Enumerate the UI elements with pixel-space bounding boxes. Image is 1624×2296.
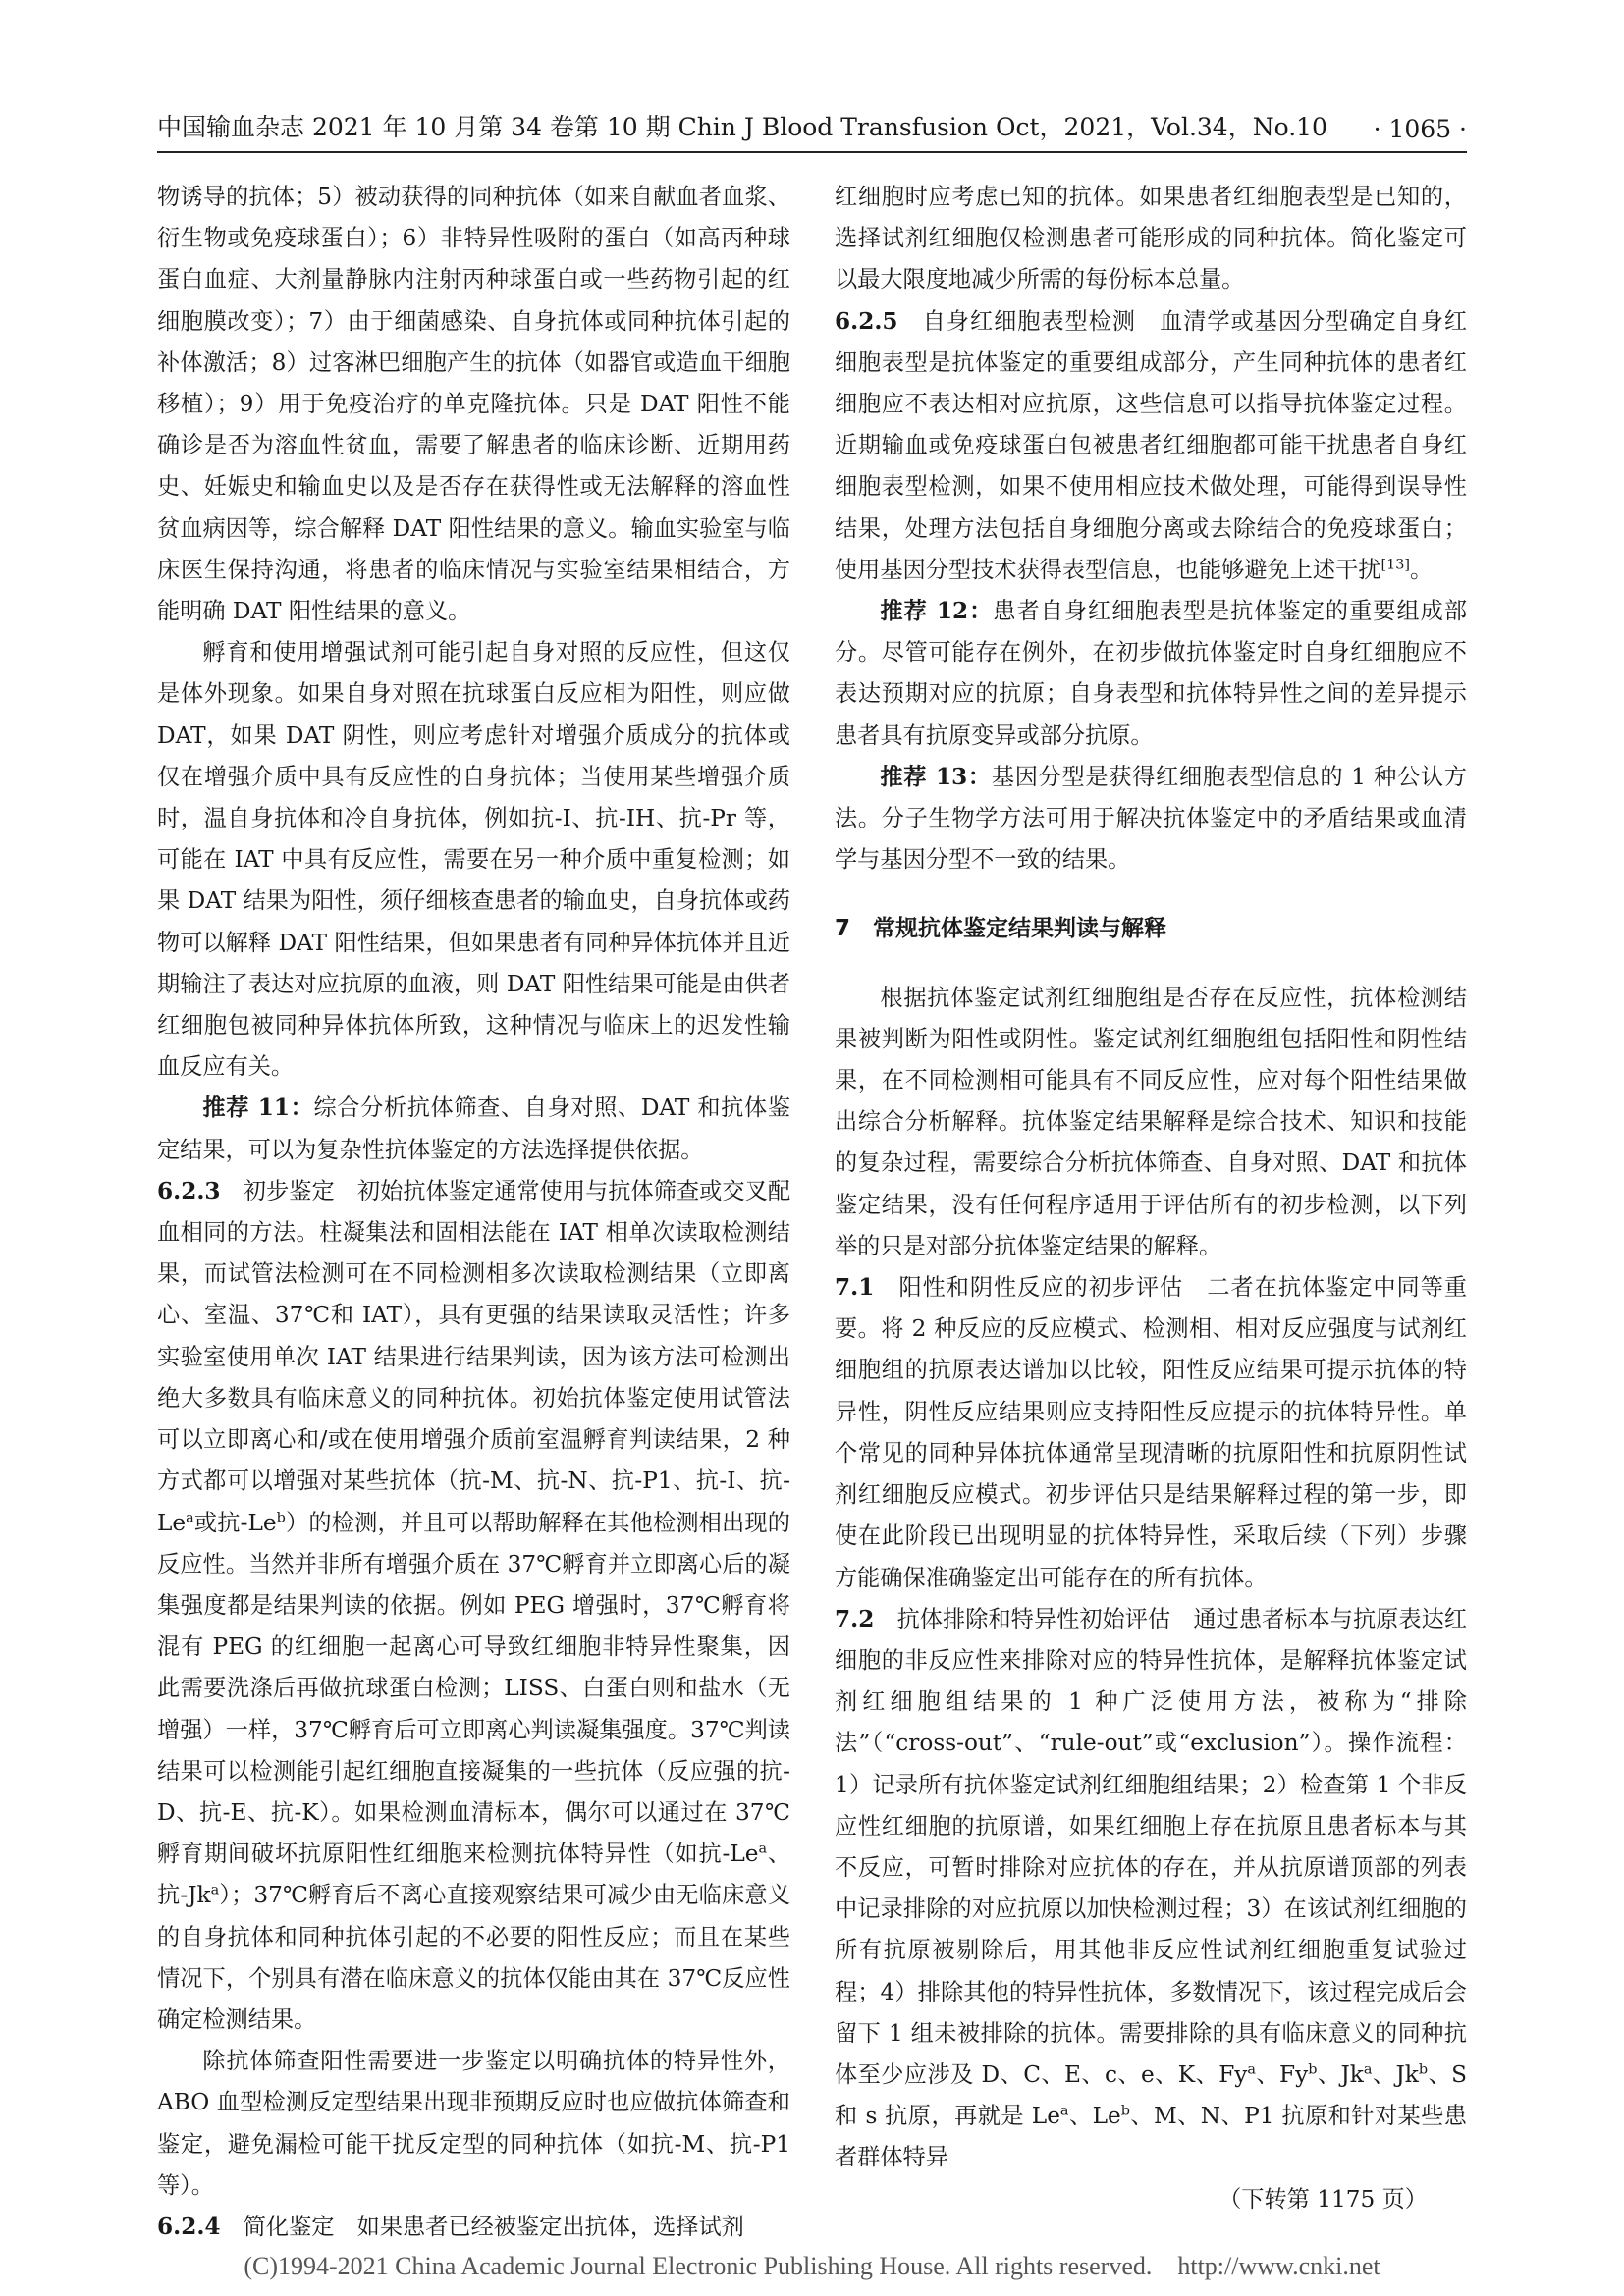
subsection-6-2-4	[157, 2207, 790, 2248]
paragraph-text: 二者在抗体鉴定中同等重要。将 2 种反应的反应模式、检测相、相对反应强度与试剂红细胞组的抗原表达谱加以比较，阳性反应结果可提示抗体的特异性，阴性反应结果则应支持阳性反应提示的抗体特异性。单个常见的同种异体抗体通常呈现清晰的抗原阳性和抗原阴性试剂红细胞反应模式。初步评估只是结果解释过程的第一步，即使在此阶段已出现明显的抗体特异性，采取后续（下列）步骤方能确保准确鉴定出可能存在的所有抗体。	[835, 1274, 1468, 1591]
recommendation-13	[835, 757, 1467, 881]
section-number: 7.2	[835, 1605, 875, 1632]
paragraph-text: 、Jk	[1317, 2060, 1364, 2088]
recommendation-text: 患者自身红细胞表型是抗体鉴定的重要组成部分。尽管可能存在例外，在初步做抗体鉴定时自身红细胞应不表达预期对应的抗原；自身表型和抗体特异性之间的差异提示患者具有抗原变异或部分抗原。	[835, 598, 1468, 749]
superscript: b	[1418, 2061, 1429, 2078]
citation-reference: [13]	[1380, 557, 1411, 573]
paragraph-text: 、抗-Jk	[157, 1841, 791, 1909]
superscript: a	[210, 1882, 220, 1898]
paragraph-text: 、Jk	[1372, 2060, 1419, 2088]
section-7-heading: 7 常规抗体鉴定结果判读与解释	[835, 916, 1167, 942]
superscript: b	[1120, 2103, 1130, 2119]
left-column	[157, 177, 790, 2248]
paragraph: 物诱导的抗体；5）被动获得的同种抗体（如来自献血者血浆、衍生物或免疫球蛋白）；6）非特异性吸附的蛋白（如高丙种球蛋白血症、大剂量静脉内注射丙种球蛋白或一些药物引起的红细胞膜改变）；7）由于细菌感染、自身抗体或同种抗体引起的补体激活；8）过客淋巴细胞产生的抗体（如器官或造血干细胞移植）；9）用于免疫治疗的单克隆抗体。只是 DAT 阳性不能确诊是否为溶血性贫血，需要了解患者的临床诊断、近期用药史、妊娠史和输血史以及是否存在获得性或无法解释的溶血性贫血病因等，综合解释 DAT 阳性结果的意义。输血实验室与临床医生保持沟通，将患者的临床情况与实验室结果相结合，方能明确 DAT 阳性结果的意义。	[157, 184, 790, 625]
paragraph-text: 、S 和 s 抗原，再就是 Le	[835, 2060, 1467, 2130]
paragraph-text: 。	[1410, 556, 1434, 583]
section-number: 6.2.5	[835, 307, 898, 335]
journal-citation: 中国输血杂志 2021 年 10 月第 34 卷第 10 期 Chin J Blood Transfusion Oct，2021，Vol.34，No.10	[157, 113, 1327, 141]
paragraph-text: 初始抗体鉴定通常使用与抗体筛查或交叉配血相同的方法。柱凝集法和固相法能在 IAT 相单次读取检测结果，而试管法检测可在不同检测相多次读取检测结果（立即离心、室温、37℃和 IAT），具有更强的结果读取灵活性；许多实验室使用单次 IAT 结果进行结果判读，因为该方法可检测出绝大多数具有临床意义的同种抗体。初始抗体鉴定使用试管法可以立即离心和/或在使用增强介质前室温孵育判读结果，2 种方式都可以增强对某些抗体（抗-M、抗-N、抗-P1、抗-I、抗-Le	[157, 1177, 791, 1536]
recommendation-text: 基因分型是获得红细胞表型信息的 1 种公认方法。分子生物学方法可用于解决抗体鉴定中的矛盾结果或血清学与基因分型不一致的结果。	[835, 763, 1467, 874]
superscript: b	[1308, 2061, 1318, 2078]
section-title: 简化鉴定	[243, 2213, 335, 2240]
paragraph-text: 、Le	[1068, 2103, 1121, 2130]
recommendation-11	[157, 1088, 790, 1170]
recommendation-text: 综合分析抗体筛查、自身对照、DAT 和抗体鉴定结果，可以为复杂性抗体鉴定的方法选择提供依据。	[157, 1095, 791, 1163]
paragraph: 除抗体筛查阳性需要进一步鉴定以明确抗体的特异性外，ABO 血型检测反定型结果出现非预期反应时也应做抗体筛查和鉴定，避免漏检可能干扰反定型的同种抗体（如抗-M、抗-P1 等）。	[157, 2048, 790, 2199]
recommendation-12	[835, 591, 1467, 757]
section-number: 6.2.3	[157, 1177, 221, 1204]
copyright-footer: (C)1994-2021 China Academic Journal Electronic Publishing House. All rights reserved. http://www.cnki.net	[244, 2252, 1380, 2280]
paragraph-text: ）的检测，并且可以帮助解释在其他检测相出现的反应性。当然并非所有增强介质在 37℃孵育并立即离心后的凝集强度都是结果判读的依据。例如 PEG 增强时，37℃孵育将混有 PEG 的红细胞一起离心可导致红细胞非特异性聚集，因此需要洗涤后再做抗球蛋白检测；LISS、白蛋白则和盐水（无增强）一样，37℃孵育后可立即离心判读凝集强度。37℃判读结果可以检测能引起红细胞直接凝集的一些抗体（反应强的抗-D、抗-E、抗-K）。如果检测血清标本，偶尔可以通过在 37℃孵育期间破坏抗原阳性红细胞来检测抗体特异性（如抗-Le	[157, 1509, 790, 1868]
paragraph-text: 、Fy	[1255, 2060, 1309, 2088]
subsection-7-1	[835, 1267, 1467, 1599]
paragraph-text: 、M、N、P1 抗原和针对某些患者群体特异	[835, 2103, 1467, 2171]
section-number: 7.1	[835, 1274, 875, 1302]
paragraph: 红细胞时应考虑已知的抗体。如果患者红细胞表型是已知的，选择试剂红细胞仅检测患者可能形成的同种抗体。简化鉴定可以最大限度地减少所需的每份标本总量。	[835, 184, 1467, 294]
paragraph-text: 或抗-Le	[193, 1509, 277, 1536]
paragraph: 根据抗体鉴定试剂红细胞组是否存在反应性，抗体检测结果被判断为阳性或阴性。鉴定试剂红细胞组包括阳性和阴性结果，在不同检测相可能具有不同反应性，应对每个阳性结果做出综合分析解释。抗体鉴定结果解释是综合技术、知识和技能的复杂过程，需要综合分析抗体筛查、自身对照、DAT 和抗体鉴定结果，没有任何程序适用于评估所有的初步检测，以下列举的只是对部分抗体鉴定结果的解释。	[835, 984, 1467, 1259]
paragraph-text: 如果患者已经被鉴定出抗体，选择试剂	[356, 2213, 744, 2240]
paragraph-text: ）；37℃孵育后不离心直接观察结果可减少由无临床意义的自身抗体和同种抗体引起的不必要的阳性反应；而且在某些情况下，个别具有潜在临床意义的抗体仅能由其在 37℃反应性确定检测结果。	[157, 1882, 791, 2033]
paragraph: 孵育和使用增强试剂可能引起自身对照的反应性，但这仅是体外现象。如果自身对照在抗球蛋白反应相为阳性，则应做 DAT，如果 DAT 阴性，则应考虑针对增强介质成分的抗体或仅在增强介质中具有反应性的自身抗体；当使用某些增强介质时，温自身抗体和冷自身抗体，例如抗-I、抗-IH、抗-Pr 等，可能在 IAT 中具有反应性，需要在另一种介质中重复检测；如果 DAT 结果为阳性，须仔细核查患者的输血史，自身抗体或药物可以解释 DAT 阳性结果，但如果患者有同种异体抗体并且近期输注了表达对应抗原的血液，则 DAT 阳性结果可能是由供者红细胞包被同种异体抗体所致，这种情况与临床上的迟发性输血反应有关。	[157, 639, 790, 1081]
running-header	[157, 106, 1467, 153]
recommendation-label: 推荐 13：	[880, 763, 992, 790]
page-number: · 1065 ·	[1373, 115, 1467, 143]
superscript: b	[276, 1509, 286, 1525]
section-number: 6.2.4	[157, 2213, 221, 2240]
paragraph-text: 血清学或基因分型确定自身红细胞表型是抗体鉴定的重要组成部分，产生同种抗体的患者红细胞应不表达相对应抗原，这些信息可以指导抗体鉴定过程。近期输血或免疫球蛋白包被患者红细胞都可能干扰患者自身红细胞表型检测，如果不使用相应技术做处理，可能得到误导性结果，处理方法包括自身细胞分离或去除结合的免疫球蛋白；使用基因分型技术获得表型信息，也能够避免上述干扰	[835, 307, 1468, 583]
section-title: 自身红细胞表型检测	[922, 307, 1136, 335]
subsection-6-2-3	[157, 1171, 790, 2041]
section-title: 阳性和阴性反应的初步评估	[898, 1274, 1184, 1302]
superscript: a	[758, 1841, 768, 1857]
section-title: 抗体排除和特异性初始评估	[896, 1605, 1171, 1632]
superscript: a	[1059, 2103, 1069, 2119]
subsection-6-2-5	[835, 301, 1467, 591]
recommendation-label: 推荐 12：	[880, 598, 994, 625]
paragraph-text: 通过患者标本与抗原表达红细胞的非反应性来排除对应的特异性抗体，是解释抗体鉴定试剂红细胞组结果的 1 种广泛使用方法，被称为“排除法”（“cross-out”、“rule-out”或“exclusion”）。操作流程：1）记录所有抗体鉴定试剂红细胞组结果；2）检查第 1 个非反应性红细胞的抗原谱，如果红细胞上存在抗原且患者标本与其不反应，可暂时排除对应抗体的存在，并从抗原谱顶部的列表中记录排除的对应抗原以加快检测过程；3）在该试剂红细胞的所有抗原被剔除后，用其他非反应性试剂红细胞重复试验过程；4）排除其他的特异性抗体，多数情况下，该过程完成后会留下 1 组未被排除的抗体。需要排除的具有临床意义的同种抗体至少应涉及 D、C、E、c、e、K、Fy	[835, 1605, 1468, 2088]
superscript: a	[1363, 2061, 1373, 2078]
recommendation-label: 推荐 11：	[202, 1095, 314, 1122]
continued-note: （下转第 1175 页）	[1218, 2185, 1428, 2213]
subsection-7-2	[835, 1599, 1467, 2179]
superscript: a	[1247, 2061, 1256, 2078]
section-title: 初步鉴定	[243, 1177, 335, 1204]
right-column	[835, 177, 1467, 2220]
superscript: a	[186, 1509, 194, 1525]
